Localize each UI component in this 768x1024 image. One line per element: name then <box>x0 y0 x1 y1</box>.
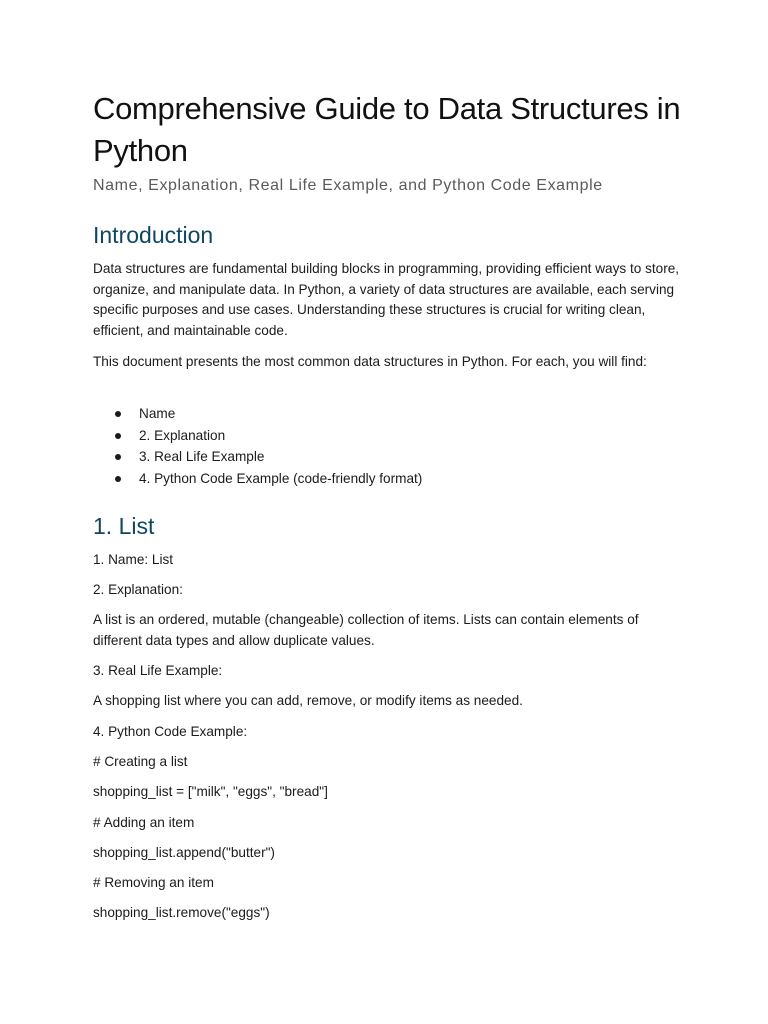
introduction-heading: Introduction <box>93 222 214 248</box>
list-item-text: 3. Real Life Example <box>139 449 265 465</box>
introduction-paragraph-1: Data structures are fundamental building blocks in programming, providing efficient ways to store, organize, and manipulate data. In Python, a variety of data structures are available, each serving specific purposes and use cases. Understanding these structures is crucial for writing clean, efficient, and maintainable code. <box>93 261 680 338</box>
code-line: shopping_list = ["milk", "eggs", "bread"] <box>93 784 328 799</box>
introduction-paragraph-2: This document presents the most common data structures in Python. For each, you will find: <box>93 354 647 369</box>
name-line: 1. Name: List <box>93 552 174 567</box>
explanation-text: A list is an ordered, mutable (changeable) collection of items. Lists can contain elements of different data types and allow duplicate values. <box>93 612 639 648</box>
list-item-text: 2. Explanation <box>139 427 226 443</box>
code-line: shopping_list.append("butter") <box>93 845 275 860</box>
contents-list <box>93 403 683 490</box>
code-line: # Adding an item <box>93 815 195 830</box>
list-item-text: Name <box>139 406 176 421</box>
list-section-heading: 1. List <box>93 513 155 539</box>
list-item <box>93 403 683 425</box>
bullet-icon <box>115 476 121 482</box>
example-text: A shopping list where you can add, remove, or modify items as needed. <box>93 693 523 708</box>
example-label: 3. Real Life Example: <box>93 663 223 678</box>
document-subtitle: Name, Explanation, Real Life Example, and Python Code Example <box>93 177 603 194</box>
list-item <box>93 425 683 447</box>
bullet-icon <box>115 433 121 439</box>
list-item-text: 4. Python Code Example (code-friendly format) <box>139 471 423 487</box>
code-line: # Removing an item <box>93 875 214 890</box>
explanation-label: 2. Explanation: <box>93 582 183 597</box>
list-item <box>93 468 683 490</box>
list-item <box>93 446 683 468</box>
document-title: Comprehensive Guide to Data Structures in Python <box>93 91 681 168</box>
code-label: 4. Python Code Example: <box>93 724 248 739</box>
code-line: shopping_list.remove("eggs") <box>93 905 270 920</box>
code-line: # Creating a list <box>93 754 188 769</box>
bullet-icon <box>115 454 121 460</box>
bullet-icon <box>115 411 121 417</box>
